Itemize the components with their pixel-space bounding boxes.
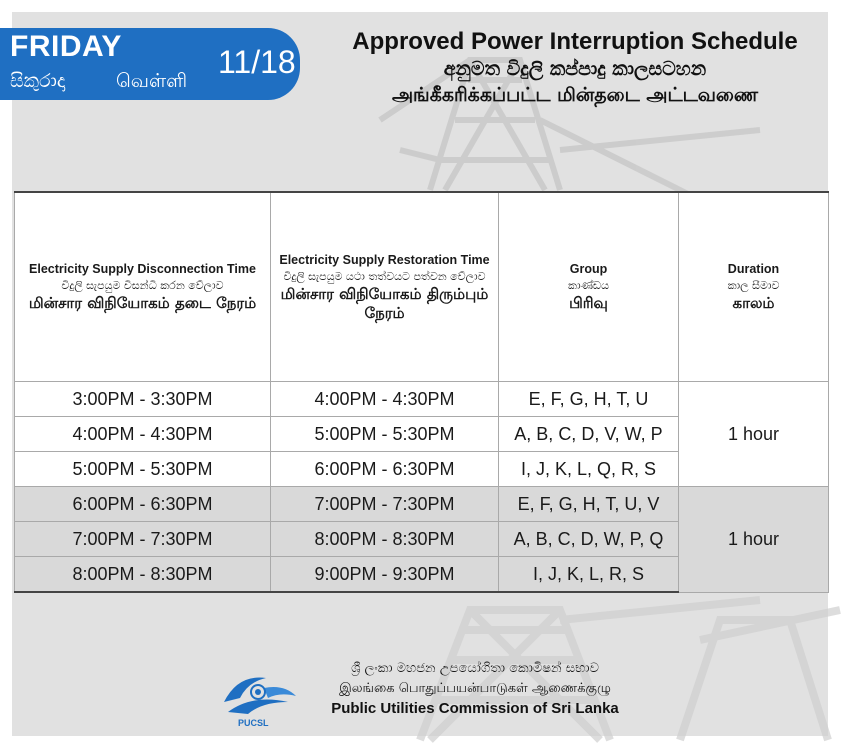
header-disconnection-time: Electricity Supply Disconnection Time විදුලි සැපයුම විසන්ධි කරන වේලාව மின்சார விநியோகம் தடை நேரம் (15, 192, 271, 382)
footer-english: Public Utilities Commission of Sri Lanka (331, 700, 619, 717)
day-english: FRIDAY (10, 30, 122, 63)
table-header-row (15, 192, 829, 382)
logo-text: PUCSL (238, 718, 269, 728)
title-sinhala: අනුමත විදුලි කප්පාදු කාලසටහන (443, 58, 707, 80)
group-list: A, B, C, D, V, W, P (499, 417, 679, 452)
title-tamil: அங்கீகரிக்கப்பட்ட மின்தடை அட்டவணை (391, 84, 759, 106)
restore-time: 5:00PM - 5:30PM (271, 417, 499, 452)
header-duration: Duration කාල සීමාව காலம் (679, 192, 829, 382)
group-list: E, F, G, H, T, U (499, 382, 679, 417)
disconnect-time: 7:00PM - 7:30PM (15, 522, 271, 557)
restore-time: 8:00PM - 8:30PM (271, 522, 499, 557)
duration-cell: 1 hour (679, 487, 829, 593)
duration-cell: 1 hour (679, 382, 829, 487)
table-row (15, 487, 829, 522)
restore-time: 6:00PM - 6:30PM (271, 452, 499, 487)
header-restoration-time: Electricity Supply Restoration Time විදුලි සැපයුම යථා තත්වයට පත්වන වේලාව மின்சார விநியோகம் திரும்பும் நேரம் (271, 192, 499, 382)
restore-time: 4:00PM - 4:30PM (271, 382, 499, 417)
title-english: Approved Power Interruption Schedule (352, 28, 798, 55)
disconnect-time: 8:00PM - 8:30PM (15, 557, 271, 593)
disconnect-time: 6:00PM - 6:30PM (15, 487, 271, 522)
group-list: E, F, G, H, T, U, V (499, 487, 679, 522)
schedule-date: 11/18 (218, 44, 296, 80)
footer-organization (305, 659, 645, 719)
day-tamil: வெள்ளி (116, 70, 188, 92)
day-badge (0, 28, 300, 100)
header-group: Group කාණ්ඩය பிரிவு (499, 192, 679, 382)
group-list: I, J, K, L, R, S (499, 557, 679, 593)
group-list: A, B, C, D, W, P, Q (499, 522, 679, 557)
restore-time: 9:00PM - 9:30PM (271, 557, 499, 593)
disconnect-time: 4:00PM - 4:30PM (15, 417, 271, 452)
schedule-table (14, 191, 829, 593)
footer-tamil: இலங்கை பொதுப்பயன்பாடுகள் ஆணைக்குழு (339, 681, 611, 696)
day-sinhala: සිකුරාදා (10, 70, 66, 92)
table-row (15, 382, 829, 417)
group-list: I, J, K, L, Q, R, S (499, 452, 679, 487)
schedule-title (320, 28, 830, 108)
restore-time: 7:00PM - 7:30PM (271, 487, 499, 522)
disconnect-time: 5:00PM - 5:30PM (15, 452, 271, 487)
disconnect-time: 3:00PM - 3:30PM (15, 382, 271, 417)
footer-sinhala: ශ්‍රී ලංකා මහජන උපයෝගිතා කොමිෂන් සභාව (351, 661, 599, 676)
